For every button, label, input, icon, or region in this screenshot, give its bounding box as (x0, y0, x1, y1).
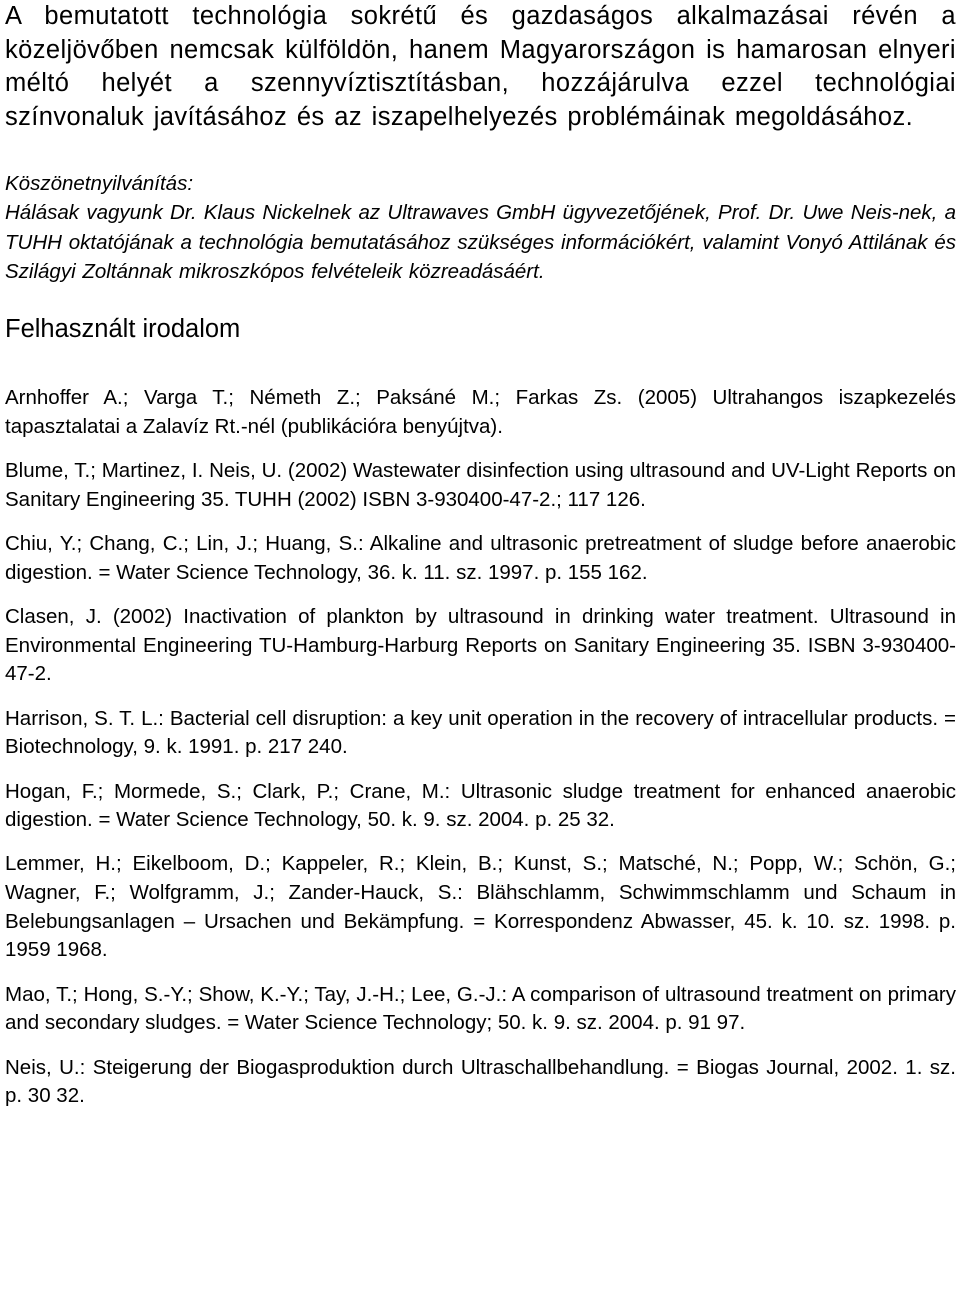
reference-item: Hogan, F.; Mormede, S.; Clark, P.; Crane, M.: Ultrasonic sludge treatment for enhanced anaerobic digestion. = Water Science Technology, 50. k. 9. sz. 2004. p. 25 32. (5, 779, 956, 832)
document-page (5, 0, 956, 1127)
acknowledgement-text: Hálásak vagyunk Dr. Klaus Nickelnek az Ultrawaves GmbH ügyvezetőjének, Prof. Dr. Uwe Neis-nek, a TUHH oktatójának a technológia bemutatásához szükséges információkért, valamint Vonyó Attilának és Szilágyi Zoltánnak mikroszkópos felvételeik közreadásáért. (5, 201, 956, 283)
reference-item: Clasen, J. (2002) Inactivation of plankton by ultrasound in drinking water treatment. Ultrasound in Environmental Engineering TU-Hamburg-Harburg Reports on Sanitary Engineering 35. ISBN 3-930400-47-2. (5, 604, 956, 686)
reference-list (5, 384, 956, 1111)
reference-item: Neis, U.: Steigerung der Biogasproduktion durch Ultraschallbehandlung. = Biogas Journal, 2002. 1. sz. p. 30 32. (5, 1055, 956, 1108)
reference-item: Lemmer, H.; Eikelboom, D.; Kappeler, R.; Klein, B.; Kunst, S.; Matsché, N.; Popp, W.; Schön, G.; Wagner, F.; Wolfgramm, J.; Zander-Hauck, S.: Blähschlamm, Schwimmschlamm und Schaum in Belebungsanlagen – Ursachen und Bekämpfung. = Korrespondenz Abwasser, 45. k. 10. sz. 1998. p. 1959 1968. (5, 852, 956, 962)
intro-paragraph: A bemutatott technológia sokrétű és gazdaságos alkalmazásai révén a közeljövőben nemcsak külföldön, hanem Magyarországon is hamarosan elnyeri méltó helyét a szennyvíztisztításban, hozzájárulva ezzel technológiai színvonaluk javításához és az iszapelhelyezés problémáinak megoldásához. (5, 2, 956, 131)
reference-item: Chiu, Y.; Chang, C.; Lin, J.; Huang, S.: Alkaline and ultrasonic pretreatment of sludge before anaerobic digestion. = Water Science Technology, 36. k. 11. sz. 1997. p. 155 162. (5, 531, 956, 584)
acknowledgement-heading: Köszönetnyilvánítás: (5, 172, 194, 196)
references-heading: Felhasznált irodalom (5, 314, 241, 343)
reference-item: Blume, T.; Martinez, I. Neis, U. (2002) Wastewater disinfection using ultrasound and UV-Light Reports on Sanitary Engineering 35. TUHH (2002) ISBN 3-930400-47-2.; 117 126. (5, 458, 956, 511)
reference-item: Mao, T.; Hong, S.-Y.; Show, K.-Y.; Tay, J.-H.; Lee, G.-J.: A comparison of ultrasound treatment on primary and secondary sludges. = Water Science Technology; 50. k. 9. sz. 2004. p. 91 97. (5, 982, 956, 1035)
reference-item: Harrison, S. T. L.: Bacterial cell disruption: a key unit operation in the recovery of intracellular products. = Biotechnology, 9. k. 1991. p. 217 240. (5, 706, 956, 759)
reference-item: Arnhoffer A.; Varga T.; Németh Z.; Paksáné M.; Farkas Zs. (2005) Ultrahangos iszapkezelés tapasztalatai a Zalavíz Rt.-nél (publikációra benyújtva). (5, 385, 956, 438)
